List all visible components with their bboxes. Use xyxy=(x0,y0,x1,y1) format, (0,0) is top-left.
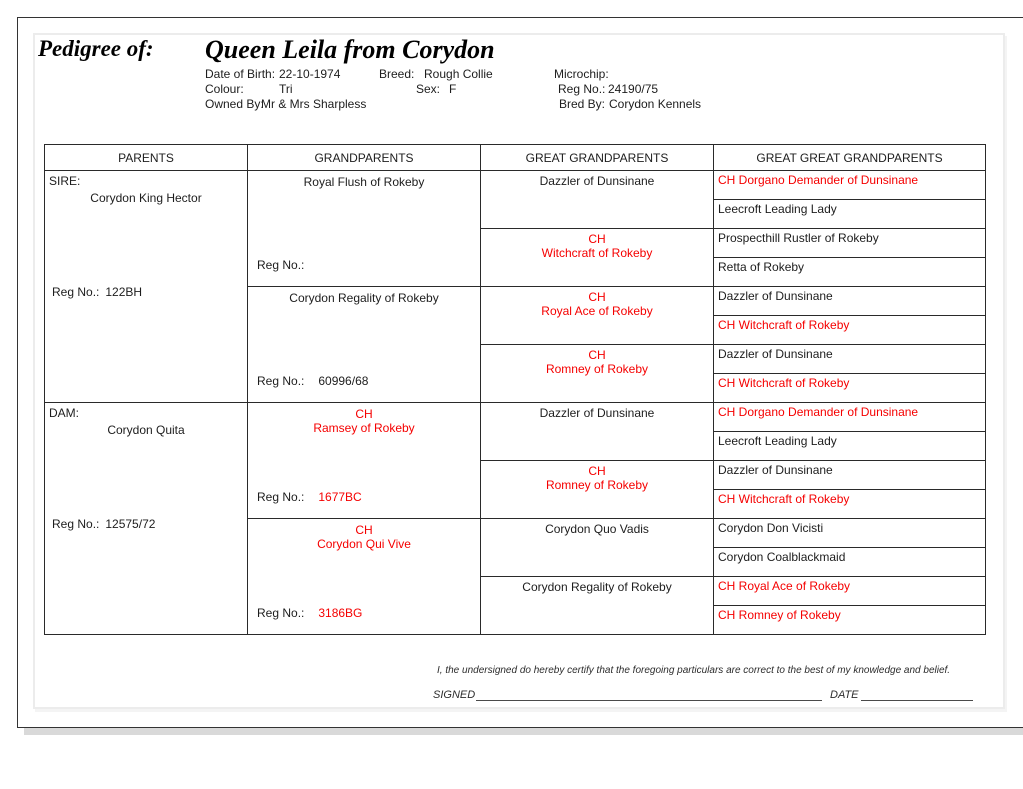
sire-role-label: SIRE: xyxy=(49,174,81,188)
ggg-cell-11 xyxy=(714,461,986,490)
ggg-cell-10 xyxy=(714,432,986,461)
grandparent-name-1: Royal Flush of Rokeby xyxy=(303,175,425,189)
ggg-name-14: Corydon Coalblackmaid xyxy=(718,550,846,564)
great-grandparent-name-4: CH Romney of Rokeby xyxy=(545,348,649,376)
grandparent-reg-1: Reg No.: xyxy=(257,258,305,272)
breed-value: Rough Collie xyxy=(424,67,493,81)
parent-cell-dam xyxy=(45,403,248,635)
ggg-name-10: Leecroft Leading Lady xyxy=(718,434,837,448)
ggg-cell-3 xyxy=(714,229,986,258)
dob-label: Date of Birth: xyxy=(205,67,276,81)
ggg-name-7: Dazzler of Dunsinane xyxy=(718,347,833,361)
great-grandparent-cell-8 xyxy=(481,577,714,635)
great-grandparent-name-7: Corydon Quo Vadis xyxy=(545,522,649,536)
grandparent-cell-1 xyxy=(248,171,481,287)
date-label: DATE xyxy=(830,689,859,701)
ggg-name-8: CH Witchcraft of Rokeby xyxy=(718,376,850,390)
ggg-name-2: Leecroft Leading Lady xyxy=(718,202,837,216)
sire-reg-value: 122BH xyxy=(105,285,143,299)
great-grandparent-name-6: CH Romney of Rokeby xyxy=(545,464,649,492)
grandparent-name-4: CH Corydon Qui Vive xyxy=(317,523,411,551)
ggg-cell-12 xyxy=(714,490,986,519)
dam-reg-value: 12575/72 xyxy=(105,517,156,531)
sex-value: F xyxy=(449,82,457,96)
pedigree-certificate-page xyxy=(17,17,1023,728)
sire-name: Corydon King Hector xyxy=(90,191,202,205)
regno-value: 24190/75 xyxy=(608,82,659,96)
ggg-cell-9 xyxy=(714,403,986,432)
grandparent-reg-4: Reg No.: 3186BG xyxy=(257,606,363,620)
great-grandparent-cell-5 xyxy=(481,403,714,461)
ggg-cell-15 xyxy=(714,577,986,606)
great-grandparent-name-2: CH Witchcraft of Rokeby xyxy=(541,232,653,260)
owned-by-value: Mr & Mrs Sharpless xyxy=(261,97,367,111)
dob-value: 22-10-1974 xyxy=(279,67,341,81)
ggg-name-5: Dazzler of Dunsinane xyxy=(718,289,833,303)
colour-value: Tri xyxy=(279,82,293,96)
bred-by-value: Corydon Kennels xyxy=(609,97,702,111)
colour-label: Colour: xyxy=(205,82,244,96)
ggg-cell-5 xyxy=(714,287,986,316)
ggg-cell-7 xyxy=(714,345,986,374)
great-grandparent-cell-6 xyxy=(481,461,714,519)
ggg-name-12: CH Witchcraft of Rokeby xyxy=(718,492,850,506)
col-header-great-great-grandparents: GREAT GREAT GRANDPARENTS xyxy=(714,145,986,171)
dam-name: Corydon Quita xyxy=(107,423,185,437)
ggg-name-4: Retta of Rokeby xyxy=(718,260,805,274)
certification-text: I, the undersigned do hereby certify that the foregoing particulars are correct to the best of my knowledge and belief. xyxy=(437,665,951,676)
ggg-name-9: CH Dorgano Demander of Dunsinane xyxy=(718,405,919,419)
regno-label: Reg No.: xyxy=(558,82,606,96)
ggg-cell-2 xyxy=(714,200,986,229)
grandparent-name-2: Corydon Regality of Rokeby xyxy=(289,291,439,305)
great-grandparent-cell-4 xyxy=(481,345,714,403)
great-grandparent-name-8: Corydon Regality of Rokeby xyxy=(522,580,672,594)
dam-role-label: DAM: xyxy=(49,406,79,420)
dam-reg-label: Reg No.: xyxy=(52,517,100,531)
grandparent-reg-3: Reg No.: 1677BC xyxy=(257,490,362,504)
ggg-name-3: Prospecthill Rustler of Rokeby xyxy=(718,231,879,245)
certificate-inner-panel xyxy=(33,33,1005,709)
ggg-cell-14 xyxy=(714,548,986,577)
ggg-name-1: CH Dorgano Demander of Dunsinane xyxy=(718,173,919,187)
ggg-cell-8 xyxy=(714,374,986,403)
dam-reg xyxy=(52,517,155,531)
ggg-cell-6 xyxy=(714,316,986,345)
sex-label: Sex: xyxy=(416,82,441,96)
col-header-grandparents: GRANDPARENTS xyxy=(248,145,481,171)
great-grandparent-cell-3 xyxy=(481,287,714,345)
parent-cell-sire xyxy=(45,171,248,403)
great-grandparent-name-3: CH Royal Ace of Rokeby xyxy=(541,290,653,318)
great-grandparent-name-1: Dazzler of Dunsinane xyxy=(539,174,655,188)
ggg-name-15: CH Royal Ace of Rokeby xyxy=(718,579,851,593)
sire-reg-label: Reg No.: xyxy=(52,285,100,299)
great-grandparent-cell-2 xyxy=(481,229,714,287)
ggg-cell-16 xyxy=(714,606,986,635)
ggg-cell-4 xyxy=(714,258,986,287)
pedigree-table xyxy=(44,144,986,635)
ggg-cell-1 xyxy=(714,171,986,200)
col-header-great-grandparents: GREAT GRANDPARENTS xyxy=(481,145,714,171)
great-grandparent-name-5: Dazzler of Dunsinane xyxy=(539,406,655,420)
ggg-cell-13 xyxy=(714,519,986,548)
date-line xyxy=(861,687,973,701)
sire-reg xyxy=(52,285,142,299)
ggg-name-6: CH Witchcraft of Rokeby xyxy=(718,318,850,332)
grandparent-reg-2: Reg No.: 60996/68 xyxy=(257,374,369,388)
dog-name: Queen Leila from Corydon xyxy=(205,35,495,64)
great-grandparent-cell-7 xyxy=(481,519,714,577)
signed-line xyxy=(476,687,822,701)
bred-by-label: Bred By: xyxy=(559,97,606,111)
ggg-name-13: Corydon Don Vicisti xyxy=(718,521,824,535)
page-title-label: Pedigree of: xyxy=(38,36,154,61)
great-grandparent-cell-1 xyxy=(481,171,714,229)
table-header-row xyxy=(45,145,986,171)
microchip-label: Microchip: xyxy=(554,67,609,81)
ggg-name-16: CH Romney of Rokeby xyxy=(718,608,841,622)
col-header-parents: PARENTS xyxy=(45,145,248,171)
owned-by-label: Owned By: xyxy=(205,97,264,111)
ggg-name-11: Dazzler of Dunsinane xyxy=(718,463,833,477)
grandparent-cell-2 xyxy=(248,287,481,403)
grandparent-cell-3 xyxy=(248,403,481,519)
grandparent-name-3: CH Ramsey of Rokeby xyxy=(313,407,415,435)
grandparent-cell-4 xyxy=(248,519,481,635)
signed-label: SIGNED xyxy=(433,689,476,701)
breed-label: Breed: xyxy=(379,67,415,81)
